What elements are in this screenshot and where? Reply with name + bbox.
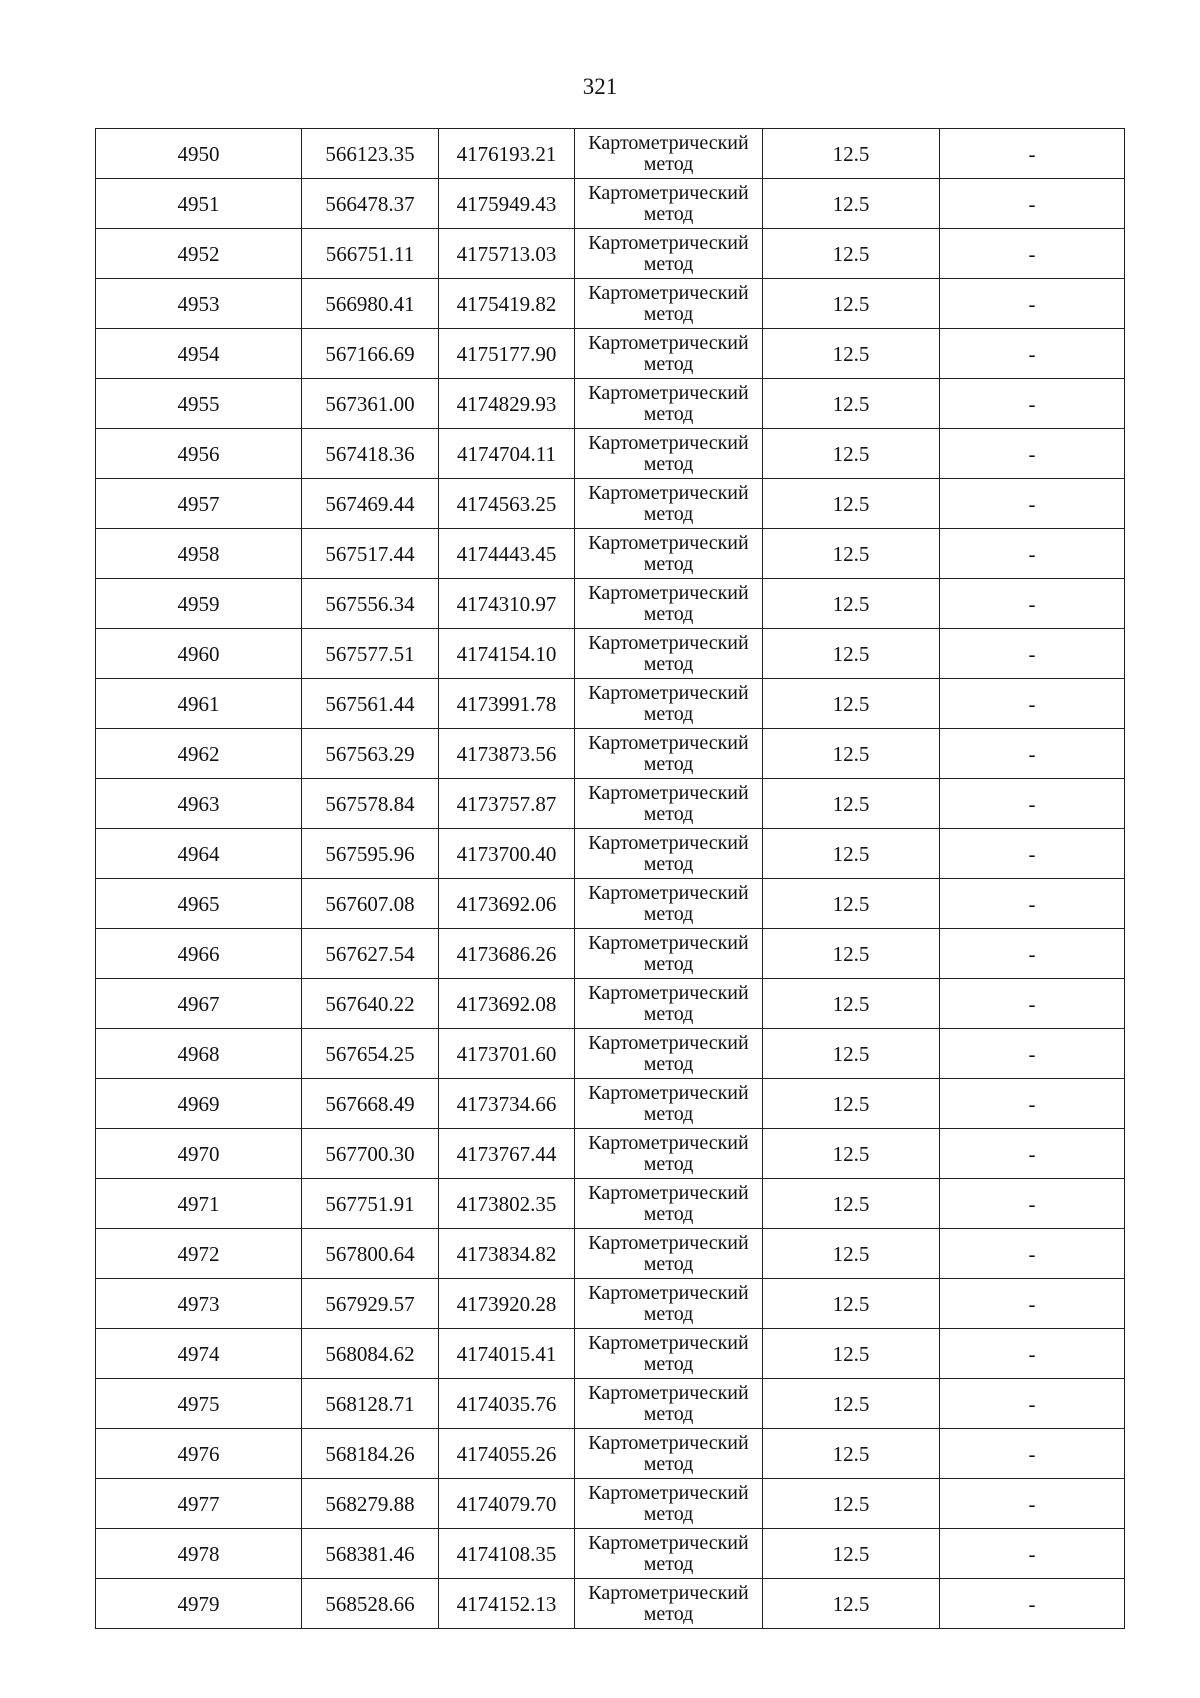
method-line-2: метод <box>643 802 694 825</box>
x-coordinate-cell: 567800.64 <box>302 1229 439 1279</box>
accuracy-cell: 12.5 <box>763 129 940 179</box>
accuracy-cell: 12.5 <box>763 729 940 779</box>
method-line-1: Картометрический <box>588 1281 749 1304</box>
accuracy-cell: 12.5 <box>763 629 940 679</box>
point-number-cell: 4964 <box>96 829 302 879</box>
note-cell: - <box>940 1229 1125 1279</box>
x-coordinate-cell: 568084.62 <box>302 1329 439 1379</box>
method-line-1: Картометрический <box>588 281 749 304</box>
note-cell: - <box>940 579 1125 629</box>
method-line-1: Картометрический <box>588 1431 749 1454</box>
method-cell <box>575 1379 763 1429</box>
method-line-1: Картометрический <box>588 131 749 154</box>
method-line-2: метод <box>643 1402 694 1425</box>
point-number-cell: 4979 <box>96 1579 302 1629</box>
point-number-cell: 4972 <box>96 1229 302 1279</box>
x-coordinate-cell: 567578.84 <box>302 779 439 829</box>
method-line-2: метод <box>643 402 694 425</box>
y-coordinate-cell: 4174015.41 <box>439 1329 575 1379</box>
y-coordinate-cell: 4174079.70 <box>439 1479 575 1529</box>
x-coordinate-cell: 568128.71 <box>302 1379 439 1429</box>
y-coordinate-cell: 4175949.43 <box>439 179 575 229</box>
table-row <box>96 429 1125 479</box>
method-line-1: Картометрический <box>588 1231 749 1254</box>
table-row <box>96 929 1125 979</box>
method-line-1: Картометрический <box>588 1031 749 1054</box>
method-line-2: метод <box>643 1302 694 1325</box>
method-cell <box>575 479 763 529</box>
method-cell <box>575 429 763 479</box>
method-line-2: метод <box>643 952 694 975</box>
x-coordinate-cell: 566980.41 <box>302 279 439 329</box>
point-number-cell: 4957 <box>96 479 302 529</box>
table-body <box>96 129 1125 1629</box>
table-row <box>96 479 1125 529</box>
point-number-cell: 4966 <box>96 929 302 979</box>
method-line-1: Картометрический <box>588 1481 749 1504</box>
accuracy-cell: 12.5 <box>763 1429 940 1479</box>
accuracy-cell: 12.5 <box>763 1279 940 1329</box>
method-cell <box>575 229 763 279</box>
y-coordinate-cell: 4175713.03 <box>439 229 575 279</box>
accuracy-cell: 12.5 <box>763 1579 940 1629</box>
x-coordinate-cell: 568279.88 <box>302 1479 439 1529</box>
accuracy-cell: 12.5 <box>763 1479 940 1529</box>
method-line-2: метод <box>643 1102 694 1125</box>
x-coordinate-cell: 567668.49 <box>302 1079 439 1129</box>
table-row <box>96 179 1125 229</box>
table-row <box>96 1179 1125 1229</box>
method-cell <box>575 829 763 879</box>
note-cell: - <box>940 1529 1125 1579</box>
x-coordinate-cell: 566751.11 <box>302 229 439 279</box>
table-row <box>96 229 1125 279</box>
method-line-1: Картометрический <box>588 631 749 654</box>
method-line-1: Картометрический <box>588 431 749 454</box>
x-coordinate-cell: 566478.37 <box>302 179 439 229</box>
point-number-cell: 4973 <box>96 1279 302 1329</box>
method-line-2: метод <box>643 1602 694 1625</box>
x-coordinate-cell: 568184.26 <box>302 1429 439 1479</box>
point-number-cell: 4960 <box>96 629 302 679</box>
y-coordinate-cell: 4173701.60 <box>439 1029 575 1079</box>
y-coordinate-cell: 4173991.78 <box>439 679 575 729</box>
y-coordinate-cell: 4174563.25 <box>439 479 575 529</box>
table-row <box>96 1279 1125 1329</box>
table-row <box>96 679 1125 729</box>
method-cell <box>575 1429 763 1479</box>
method-line-2: метод <box>643 302 694 325</box>
note-cell: - <box>940 779 1125 829</box>
method-line-2: метод <box>643 1152 694 1175</box>
accuracy-cell: 12.5 <box>763 779 940 829</box>
method-cell <box>575 1479 763 1529</box>
note-cell: - <box>940 1329 1125 1379</box>
point-number-cell: 4970 <box>96 1129 302 1179</box>
accuracy-cell: 12.5 <box>763 1179 940 1229</box>
method-cell <box>575 779 763 829</box>
method-line-1: Картометрический <box>588 481 749 504</box>
x-coordinate-cell: 567929.57 <box>302 1279 439 1329</box>
x-coordinate-cell: 567556.34 <box>302 579 439 629</box>
point-number-cell: 4955 <box>96 379 302 429</box>
method-cell <box>575 1029 763 1079</box>
accuracy-cell: 12.5 <box>763 379 940 429</box>
y-coordinate-cell: 4173734.66 <box>439 1079 575 1129</box>
point-number-cell: 4968 <box>96 1029 302 1079</box>
note-cell: - <box>940 629 1125 679</box>
y-coordinate-cell: 4174035.76 <box>439 1379 575 1429</box>
note-cell: - <box>940 529 1125 579</box>
note-cell: - <box>940 1579 1125 1629</box>
accuracy-cell: 12.5 <box>763 1379 940 1429</box>
method-cell <box>575 729 763 779</box>
table-row <box>96 729 1125 779</box>
note-cell: - <box>940 929 1125 979</box>
method-line-1: Картометрический <box>588 1081 749 1104</box>
page-number: 321 <box>582 74 618 99</box>
note-cell: - <box>940 829 1125 879</box>
method-line-2: метод <box>643 1352 694 1375</box>
point-number-cell: 4956 <box>96 429 302 479</box>
x-coordinate-cell: 567561.44 <box>302 679 439 729</box>
method-cell <box>575 879 763 929</box>
accuracy-cell: 12.5 <box>763 829 940 879</box>
method-line-1: Картометрический <box>588 531 749 554</box>
y-coordinate-cell: 4174108.35 <box>439 1529 575 1579</box>
table-row <box>96 1429 1125 1479</box>
x-coordinate-cell: 567595.96 <box>302 829 439 879</box>
table-row <box>96 1579 1125 1629</box>
note-cell: - <box>940 379 1125 429</box>
method-cell <box>575 529 763 579</box>
method-line-1: Картометрический <box>588 981 749 1004</box>
table-row <box>96 1329 1125 1379</box>
method-line-1: Картометрический <box>588 181 749 204</box>
method-line-1: Картометрический <box>588 881 749 904</box>
note-cell: - <box>940 1429 1125 1479</box>
method-cell <box>575 1129 763 1179</box>
note-cell: - <box>940 679 1125 729</box>
accuracy-cell: 12.5 <box>763 1129 940 1179</box>
method-line-1: Картометрический <box>588 1331 749 1354</box>
method-cell <box>575 679 763 729</box>
method-line-1: Картометрический <box>588 1131 749 1154</box>
method-line-1: Картометрический <box>588 781 749 804</box>
x-coordinate-cell: 567361.00 <box>302 379 439 429</box>
method-line-2: метод <box>643 902 694 925</box>
y-coordinate-cell: 4175177.90 <box>439 329 575 379</box>
point-number-cell: 4976 <box>96 1429 302 1479</box>
method-line-2: метод <box>643 1052 694 1075</box>
note-cell: - <box>940 329 1125 379</box>
method-line-1: Картометрический <box>588 1181 749 1204</box>
accuracy-cell: 12.5 <box>763 1329 940 1379</box>
accuracy-cell: 12.5 <box>763 929 940 979</box>
table-row <box>96 1079 1125 1129</box>
x-coordinate-cell: 567469.44 <box>302 479 439 529</box>
x-coordinate-cell: 567654.25 <box>302 1029 439 1079</box>
note-cell: - <box>940 1129 1125 1179</box>
y-coordinate-cell: 4173802.35 <box>439 1179 575 1229</box>
note-cell: - <box>940 229 1125 279</box>
y-coordinate-cell: 4174154.10 <box>439 629 575 679</box>
y-coordinate-cell: 4175419.82 <box>439 279 575 329</box>
x-coordinate-cell: 567166.69 <box>302 329 439 379</box>
method-line-1: Картометрический <box>588 331 749 354</box>
method-line-2: метод <box>643 1252 694 1275</box>
method-line-2: метод <box>643 202 694 225</box>
x-coordinate-cell: 567418.36 <box>302 429 439 479</box>
table-row <box>96 1529 1125 1579</box>
point-number-cell: 4951 <box>96 179 302 229</box>
note-cell: - <box>940 279 1125 329</box>
point-number-cell: 4953 <box>96 279 302 329</box>
point-number-cell: 4974 <box>96 1329 302 1379</box>
method-line-2: метод <box>643 452 694 475</box>
method-line-2: метод <box>643 602 694 625</box>
note-cell: - <box>940 1479 1125 1529</box>
method-cell <box>575 1179 763 1229</box>
method-cell <box>575 579 763 629</box>
method-line-2: метод <box>643 1202 694 1225</box>
method-line-2: метод <box>643 1552 694 1575</box>
accuracy-cell: 12.5 <box>763 979 940 1029</box>
x-coordinate-cell: 567627.54 <box>302 929 439 979</box>
point-number-cell: 4952 <box>96 229 302 279</box>
method-line-2: метод <box>643 1502 694 1525</box>
method-line-2: метод <box>643 152 694 175</box>
accuracy-cell: 12.5 <box>763 329 940 379</box>
y-coordinate-cell: 4173686.26 <box>439 929 575 979</box>
y-coordinate-cell: 4174829.93 <box>439 379 575 429</box>
method-cell <box>575 629 763 679</box>
method-cell <box>575 279 763 329</box>
y-coordinate-cell: 4173834.82 <box>439 1229 575 1279</box>
point-number-cell: 4958 <box>96 529 302 579</box>
table-row <box>96 829 1125 879</box>
y-coordinate-cell: 4176193.21 <box>439 129 575 179</box>
table-row <box>96 279 1125 329</box>
method-line-1: Картометрический <box>588 831 749 854</box>
accuracy-cell: 12.5 <box>763 429 940 479</box>
accuracy-cell: 12.5 <box>763 1029 940 1079</box>
x-coordinate-cell: 567640.22 <box>302 979 439 1029</box>
method-line-1: Картометрический <box>588 1531 749 1554</box>
method-line-1: Картометрический <box>588 231 749 254</box>
y-coordinate-cell: 4173692.08 <box>439 979 575 1029</box>
method-cell <box>575 1579 763 1629</box>
x-coordinate-cell: 567607.08 <box>302 879 439 929</box>
accuracy-cell: 12.5 <box>763 279 940 329</box>
y-coordinate-cell: 4173920.28 <box>439 1279 575 1329</box>
method-line-2: метод <box>643 252 694 275</box>
table-row <box>96 579 1125 629</box>
table-row <box>96 1029 1125 1079</box>
y-coordinate-cell: 4174152.13 <box>439 1579 575 1629</box>
note-cell: - <box>940 1029 1125 1079</box>
method-line-1: Картометрический <box>588 381 749 404</box>
note-cell: - <box>940 879 1125 929</box>
method-line-2: метод <box>643 702 694 725</box>
point-number-cell: 4978 <box>96 1529 302 1579</box>
x-coordinate-cell: 568381.46 <box>302 1529 439 1579</box>
accuracy-cell: 12.5 <box>763 179 940 229</box>
method-cell <box>575 1079 763 1129</box>
method-line-2: метод <box>643 852 694 875</box>
x-coordinate-cell: 567577.51 <box>302 629 439 679</box>
accuracy-cell: 12.5 <box>763 579 940 629</box>
accuracy-cell: 12.5 <box>763 229 940 279</box>
method-cell <box>575 129 763 179</box>
method-line-1: Картометрический <box>588 731 749 754</box>
table-row <box>96 1129 1125 1179</box>
method-line-2: метод <box>643 1452 694 1475</box>
note-cell: - <box>940 179 1125 229</box>
accuracy-cell: 12.5 <box>763 1079 940 1129</box>
point-number-cell: 4975 <box>96 1379 302 1429</box>
method-cell <box>575 1229 763 1279</box>
x-coordinate-cell: 567563.29 <box>302 729 439 779</box>
method-cell <box>575 1329 763 1379</box>
accuracy-cell: 12.5 <box>763 479 940 529</box>
y-coordinate-cell: 4173700.40 <box>439 829 575 879</box>
coordinates-table <box>95 128 1125 1629</box>
point-number-cell: 4950 <box>96 129 302 179</box>
note-cell: - <box>940 1079 1125 1129</box>
method-line-1: Картометрический <box>588 931 749 954</box>
y-coordinate-cell: 4174310.97 <box>439 579 575 629</box>
method-cell <box>575 1529 763 1579</box>
method-cell <box>575 979 763 1029</box>
point-number-cell: 4963 <box>96 779 302 829</box>
accuracy-cell: 12.5 <box>763 529 940 579</box>
note-cell: - <box>940 1179 1125 1229</box>
method-line-1: Картометрический <box>588 681 749 704</box>
table-row <box>96 379 1125 429</box>
y-coordinate-cell: 4173873.56 <box>439 729 575 779</box>
point-number-cell: 4965 <box>96 879 302 929</box>
method-line-2: метод <box>643 502 694 525</box>
accuracy-cell: 12.5 <box>763 879 940 929</box>
y-coordinate-cell: 4174704.11 <box>439 429 575 479</box>
point-number-cell: 4977 <box>96 1479 302 1529</box>
y-coordinate-cell: 4174055.26 <box>439 1429 575 1479</box>
note-cell: - <box>940 979 1125 1029</box>
x-coordinate-cell: 567700.30 <box>302 1129 439 1179</box>
method-line-2: метод <box>643 752 694 775</box>
point-number-cell: 4959 <box>96 579 302 629</box>
point-number-cell: 4962 <box>96 729 302 779</box>
method-cell <box>575 329 763 379</box>
x-coordinate-cell: 568528.66 <box>302 1579 439 1629</box>
y-coordinate-cell: 4173767.44 <box>439 1129 575 1179</box>
table-row <box>96 129 1125 179</box>
method-line-2: метод <box>643 352 694 375</box>
table-row <box>96 1479 1125 1529</box>
x-coordinate-cell: 567751.91 <box>302 1179 439 1229</box>
accuracy-cell: 12.5 <box>763 1229 940 1279</box>
table-row <box>96 1379 1125 1429</box>
method-cell <box>575 929 763 979</box>
note-cell: - <box>940 1379 1125 1429</box>
note-cell: - <box>940 729 1125 779</box>
table-row <box>96 529 1125 579</box>
point-number-cell: 4971 <box>96 1179 302 1229</box>
point-number-cell: 4969 <box>96 1079 302 1129</box>
method-line-2: метод <box>643 552 694 575</box>
accuracy-cell: 12.5 <box>763 679 940 729</box>
method-line-2: метод <box>643 1002 694 1025</box>
y-coordinate-cell: 4173757.87 <box>439 779 575 829</box>
table-row <box>96 979 1125 1029</box>
x-coordinate-cell: 566123.35 <box>302 129 439 179</box>
note-cell: - <box>940 1279 1125 1329</box>
x-coordinate-cell: 567517.44 <box>302 529 439 579</box>
method-line-1: Картометрический <box>588 581 749 604</box>
table-row <box>96 779 1125 829</box>
method-cell <box>575 1279 763 1329</box>
y-coordinate-cell: 4174443.45 <box>439 529 575 579</box>
method-line-1: Картометрический <box>588 1581 749 1604</box>
y-coordinate-cell: 4173692.06 <box>439 879 575 929</box>
point-number-cell: 4961 <box>96 679 302 729</box>
point-number-cell: 4967 <box>96 979 302 1029</box>
point-number-cell: 4954 <box>96 329 302 379</box>
table-row <box>96 329 1125 379</box>
method-cell <box>575 379 763 429</box>
method-line-2: метод <box>643 652 694 675</box>
method-line-1: Картометрический <box>588 1381 749 1404</box>
note-cell: - <box>940 479 1125 529</box>
note-cell: - <box>940 429 1125 479</box>
table-row <box>96 879 1125 929</box>
method-cell <box>575 179 763 229</box>
note-cell: - <box>940 129 1125 179</box>
accuracy-cell: 12.5 <box>763 1529 940 1579</box>
table-row <box>96 1229 1125 1279</box>
table-row <box>96 629 1125 679</box>
